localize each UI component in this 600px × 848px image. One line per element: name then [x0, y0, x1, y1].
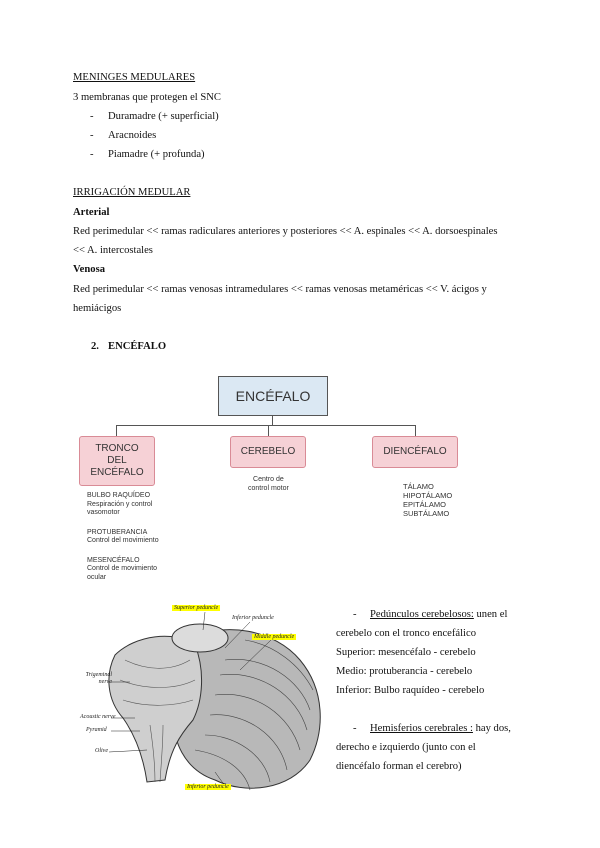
- tronco-line: DEL: [107, 455, 127, 466]
- section-number: 2.: [91, 341, 99, 352]
- list-item: Duramadre (+ superficial): [108, 111, 219, 122]
- bullet-dash: -: [90, 149, 94, 160]
- label-olive: Olive: [95, 748, 108, 754]
- arterial-line-2: << A. intercostales: [73, 245, 153, 256]
- figure-label: [172, 605, 220, 611]
- tronco-line: TRONCO: [95, 443, 139, 454]
- pedunculo-inferior: Inferior: Bulbo raquídeo - cerebelo: [336, 685, 485, 696]
- connector-line: [272, 416, 273, 425]
- note-text: vasomotor: [87, 509, 120, 516]
- note-text: TÁLAMO: [403, 482, 434, 491]
- note-text: Control del movimiento: [87, 537, 159, 544]
- diencefalo-box: DIENCÉFALO: [372, 436, 458, 468]
- diagram-root-box: ENCÉFALO: [218, 376, 328, 416]
- label-middle-peduncle: Middle peduncle: [254, 634, 295, 640]
- venosa-label: Venosa: [73, 264, 105, 275]
- hemisferios-line-2: derecho e izquierdo (junto con el: [336, 742, 476, 753]
- irrigacion-title: IRRIGACIÓN MEDULAR: [73, 187, 191, 198]
- figure-label: [252, 634, 296, 640]
- cerebelo-notes: [248, 476, 289, 493]
- note-text: BULBO RAQUÍDEO: [87, 492, 151, 499]
- note-text: MESENCÉFALO: [87, 556, 140, 564]
- pedunculos-rest: unen el: [473, 609, 508, 620]
- label-inferior-peduncle-bottom: Inferior peduncle: [187, 784, 229, 790]
- note-text: Control de movimiento: [87, 565, 158, 572]
- label-trigeminal-nerve: Trigeminal nerve: [85, 672, 112, 685]
- tronco-line: ENCÉFALO: [90, 467, 144, 478]
- note-text: HIPOTÁLAMO: [403, 491, 453, 500]
- cerebellum-illustration: [75, 600, 335, 800]
- note-text: ocular: [87, 573, 107, 581]
- connector-line: [268, 425, 269, 436]
- list-item: Aracnoides: [108, 130, 157, 141]
- connector-line: [415, 425, 416, 436]
- tronco-notes: [87, 492, 159, 582]
- section-title: ENCÉFALO: [108, 341, 167, 352]
- note-text: EPITÁLAMO: [403, 500, 446, 509]
- note-text: SUBTÁLAMO: [403, 509, 450, 518]
- pedunculo-superior: Superior: mesencéfalo - cerebelo: [336, 647, 476, 658]
- note-text: Respiración y control: [87, 500, 153, 508]
- pedunculos-line: [370, 608, 507, 622]
- arterial-label: Arterial: [73, 207, 110, 218]
- venosa-line-1: Red perimedular << ramas venosas intramedulares << ramas venosas metaméricas << V. ácigos y: [73, 284, 487, 295]
- hemisferios-line: [370, 722, 511, 736]
- label-inferior-peduncle-top: Inferior peduncle: [232, 615, 274, 621]
- hemisferios-title: Hemisferios cerebrales :: [370, 723, 473, 734]
- pedunculos-title: Pedúnculos cerebelosos:: [370, 609, 474, 620]
- label-superior-peduncle: Superior peduncle: [174, 605, 219, 611]
- meninges-intro: 3 membranas que protegen el SNC: [73, 92, 221, 103]
- venosa-line-2: hemiácigos: [73, 303, 122, 314]
- pedunculos-line-2: cerebelo con el tronco encefálico: [336, 628, 476, 639]
- diencefalo-notes: [403, 482, 452, 518]
- note-text: control motor: [248, 484, 289, 492]
- bullet-dash: -: [90, 130, 94, 141]
- pedunculo-medio: Medio: protuberancia - cerebelo: [336, 666, 473, 677]
- bullet-dash: -: [353, 723, 357, 734]
- connector-line: [116, 425, 117, 436]
- note-text: Centro de: [253, 476, 284, 483]
- cerebelo-box: CEREBELO: [230, 436, 306, 468]
- connector-line: [116, 425, 416, 426]
- figure-label: [185, 784, 231, 790]
- arterial-line-1: Red perimedular << ramas radiculares anteriores y posteriores << A. espinales << A. dorsoespinales: [73, 226, 498, 237]
- hemisferios-rest: hay dos,: [472, 723, 511, 734]
- hemisferios-line-3: diencéfalo forman el cerebro): [336, 761, 462, 772]
- bullet-dash: -: [353, 609, 357, 620]
- label-acoustic-nerve: Acoustic nerve: [80, 714, 116, 720]
- meninges-title: MENINGES MEDULARES: [73, 72, 196, 83]
- tronco-box: [79, 436, 155, 486]
- list-item: Piamadre (+ profunda): [108, 149, 205, 160]
- label-pyramid: Pyramid: [86, 727, 107, 733]
- note-text: PROTUBERANCIA: [87, 528, 148, 536]
- bullet-dash: -: [90, 111, 94, 122]
